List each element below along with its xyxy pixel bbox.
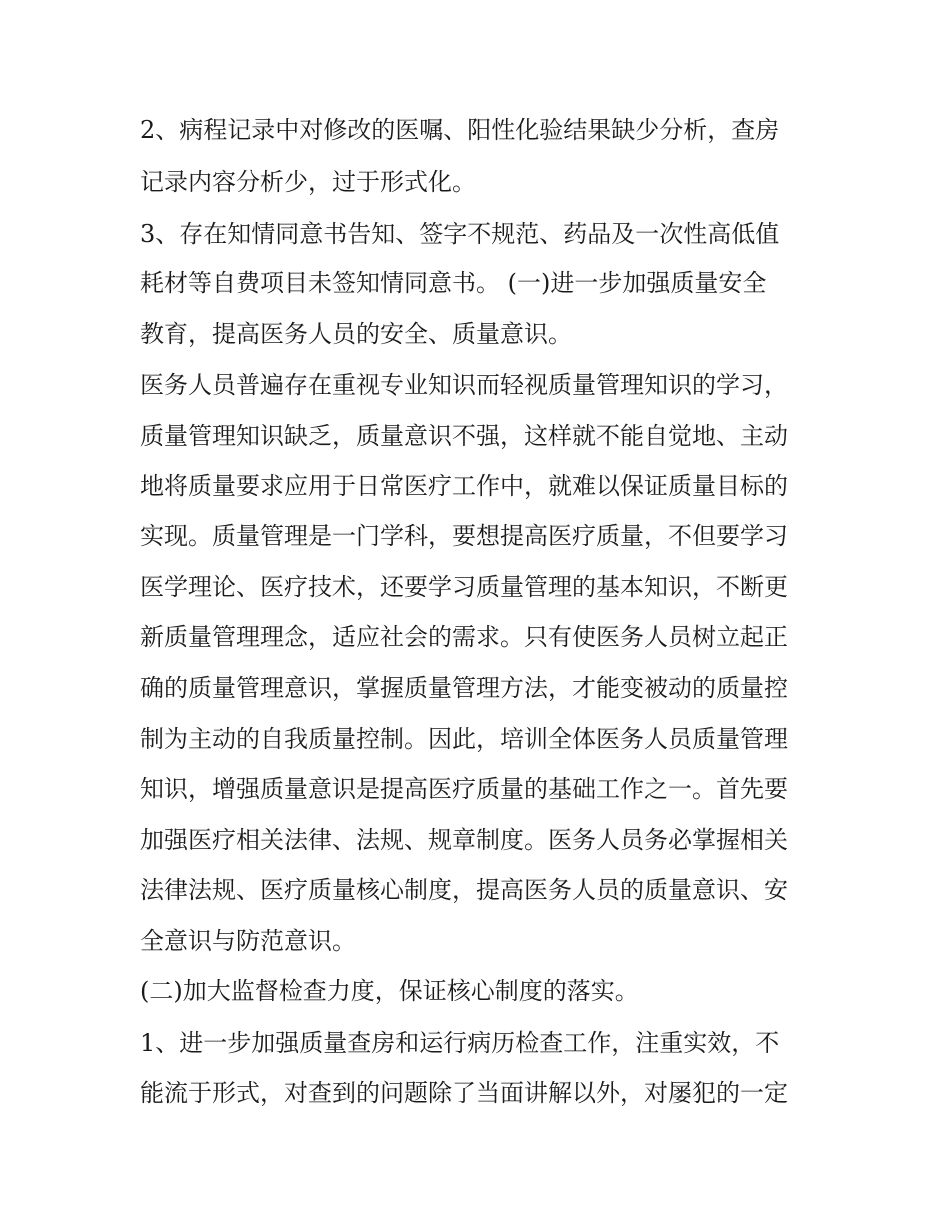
text-line: 质量管理知识缺乏，质量意识不强，这样就不能自觉地、主动 [140,422,788,450]
text-line: 教育，提高医务人员的安全、质量意识。 [140,320,572,348]
text-line: 地将质量要求应用于日常医疗工作中，就难以保证质量目标的 [140,472,788,500]
text-line: 耗材等自费项目未签知情同意书。 (一)进一步加强质量安全 [140,269,767,297]
text-line: 能流于形式，对查到的问题除了当面讲解以外，对屡犯的一定 [140,1079,788,1107]
text-line: 记录内容分析少，过于形式化。 [140,168,476,196]
text-line: 确的质量管理意识，掌握质量管理方法，才能变被动的质量控 [140,674,788,702]
text-line: 新质量管理理念，适应社会的需求。只有使医务人员树立起正 [140,623,788,651]
text-line: 医学理论、医疗技术，还要学习质量管理的基本知识，不断更 [140,573,788,601]
text-line: (二)加大监督检查力度，保证核心制度的落实。 [140,977,639,1005]
text-line: 法律法规、医疗质量核心制度，提高医务人员的质量意识、安 [140,876,788,904]
text-line: 加强医疗相关法律、法规、规章制度。医务人员务必掌握相关 [140,826,788,854]
text-line: 知识，增强质量意识是提高医疗质量的基础工作之一。首先要 [140,775,788,803]
text-line: 制为主动的自我质量控制。因此，培训全体医务人员质量管理 [140,725,788,753]
text-line: 1、进一步加强质量查房和运行病历检查工作，注重实效，不 [140,1029,780,1057]
text-line: 2、病程记录中对修改的医嘱、阳性化验结果缺少分析，查房 [140,116,780,144]
text-line: 实现。质量管理是一门学科，要想提高医疗质量，不但要学习 [140,522,788,550]
text-line: 医务人员普遍存在重视专业知识而轻视质量管理知识的学习， [140,371,788,399]
text-line: 3、存在知情同意书告知、签字不规范、药品及一次性高低值 [140,220,780,248]
text-line: 全意识与防范意识。 [140,927,356,955]
